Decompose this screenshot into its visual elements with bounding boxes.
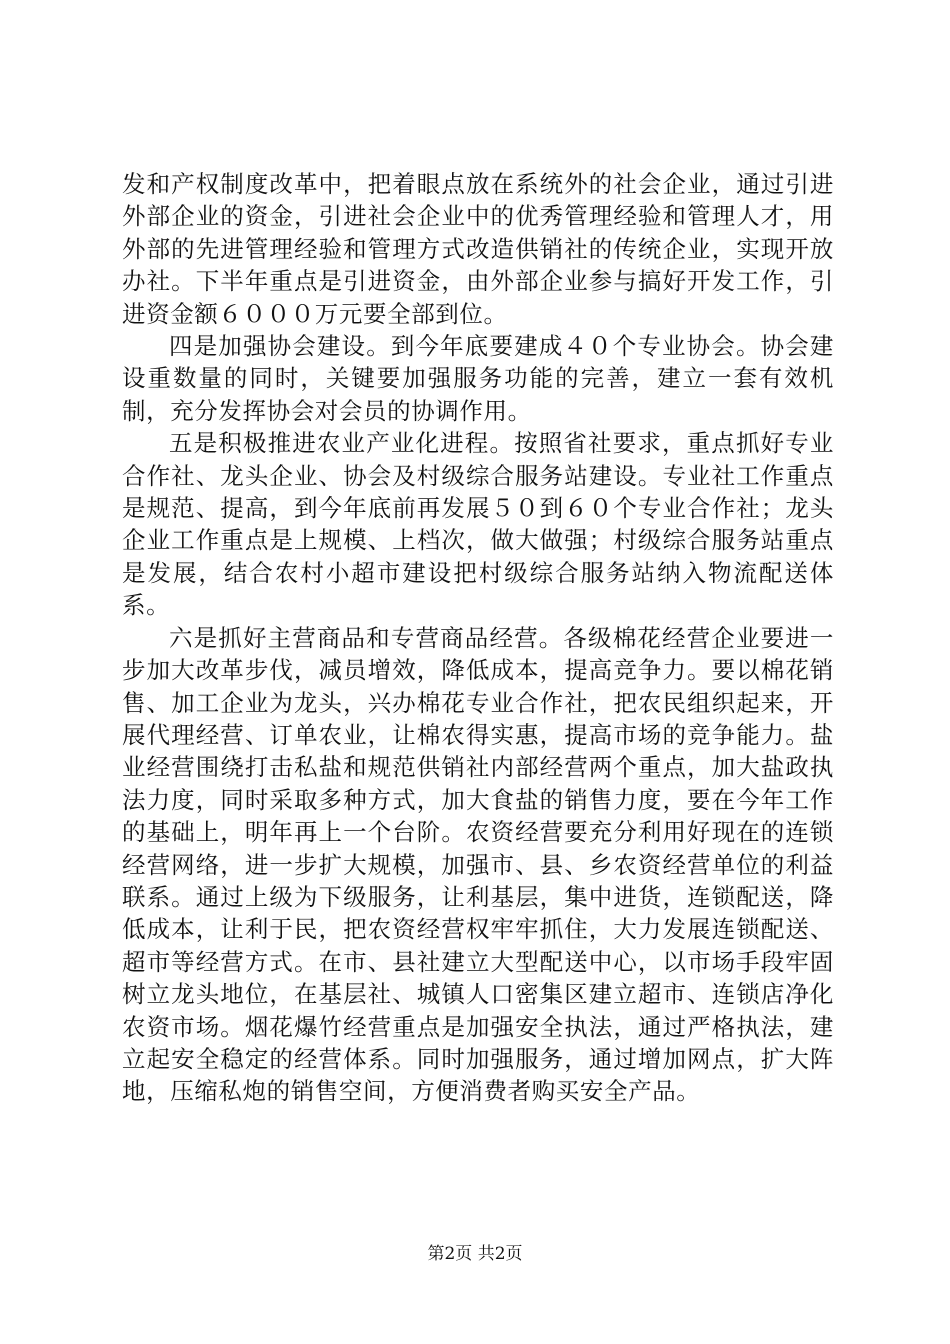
document-body	[122, 168, 834, 1108]
paragraph-agricultural-industrialization: 五是积极推进农业产业化进程。按照省社要求，重点抓好专业合作社、龙头企业、协会及村级综合服务站建设。专业社工作重点是规范、提高，到今年底前再发展５０到６０个专业合作社；龙头企业工作重点是上规模、上档次，做大做强；村级综合服务站重点是发展，结合农村小超市建设把村级综合服务站纳入物流配送体系。	[122, 429, 834, 620]
paragraph-association-building: 四是加强协会建设。到今年底要建成４０个专业协会。协会建设重数量的同时，关键要加强服务功能的完善，建立一套有效机制，充分发挥协会对会员的协调作用。	[122, 332, 834, 425]
page-footer: 第2页 共2页	[427, 1244, 523, 1264]
paragraph-commodity-operations: 六是抓好主营商品和专营商品经营。各级棉花经营企业要进一步加大改革步伐，减员增效，降低成本，提高竞争力。要以棉花销售、加工企业为龙头，兴办棉花专业合作社，把农民组织起来，开展代理经营、订单农业，让棉农得实惠，提高市场的竞争能力。盐业经营围绕打击私盐和规范供销社内部经营两个重点，加大盐政执法力度，同时采取多种方式，加大食盐的销售力度，要在今年工作的基础上，明年再上一个台阶。农资经营要充分利用好现在的连锁经营网络，进一步扩大规模，加强市、县、乡农资经营单位的利益联系。通过上级为下级服务，让利基层，集中进货，连锁配送，降低成本，让利于民，把农资经营权牢牢抓住，大力发展连锁配送、超市等经营方式。在市、县社建立大型配送中心，以市场手段牢固树立龙头地位，在基层社、城镇人口密集区建立超市、连锁店净化农资市场。烟花爆竹经营重点是加强安全执法，通过严格执法，建立起安全稳定的经营体系。同时加强服务，通过增加网点，扩大阵地，压缩私炮的销售空间，方便消费者购买安全产品。	[122, 623, 834, 1106]
paragraph-continuation: 发和产权制度改革中，把着眼点放在系统外的社会企业，通过引进外部企业的资金，引进社会企业中的优秀管理经验和管理人才，用外部的先进管理经验和管理方式改造供销社的传统企业，实现开放办社。下半年重点是引进资金，由外部企业参与搞好开发工作，引进资金额６０００万元要全部到位。	[122, 170, 834, 328]
